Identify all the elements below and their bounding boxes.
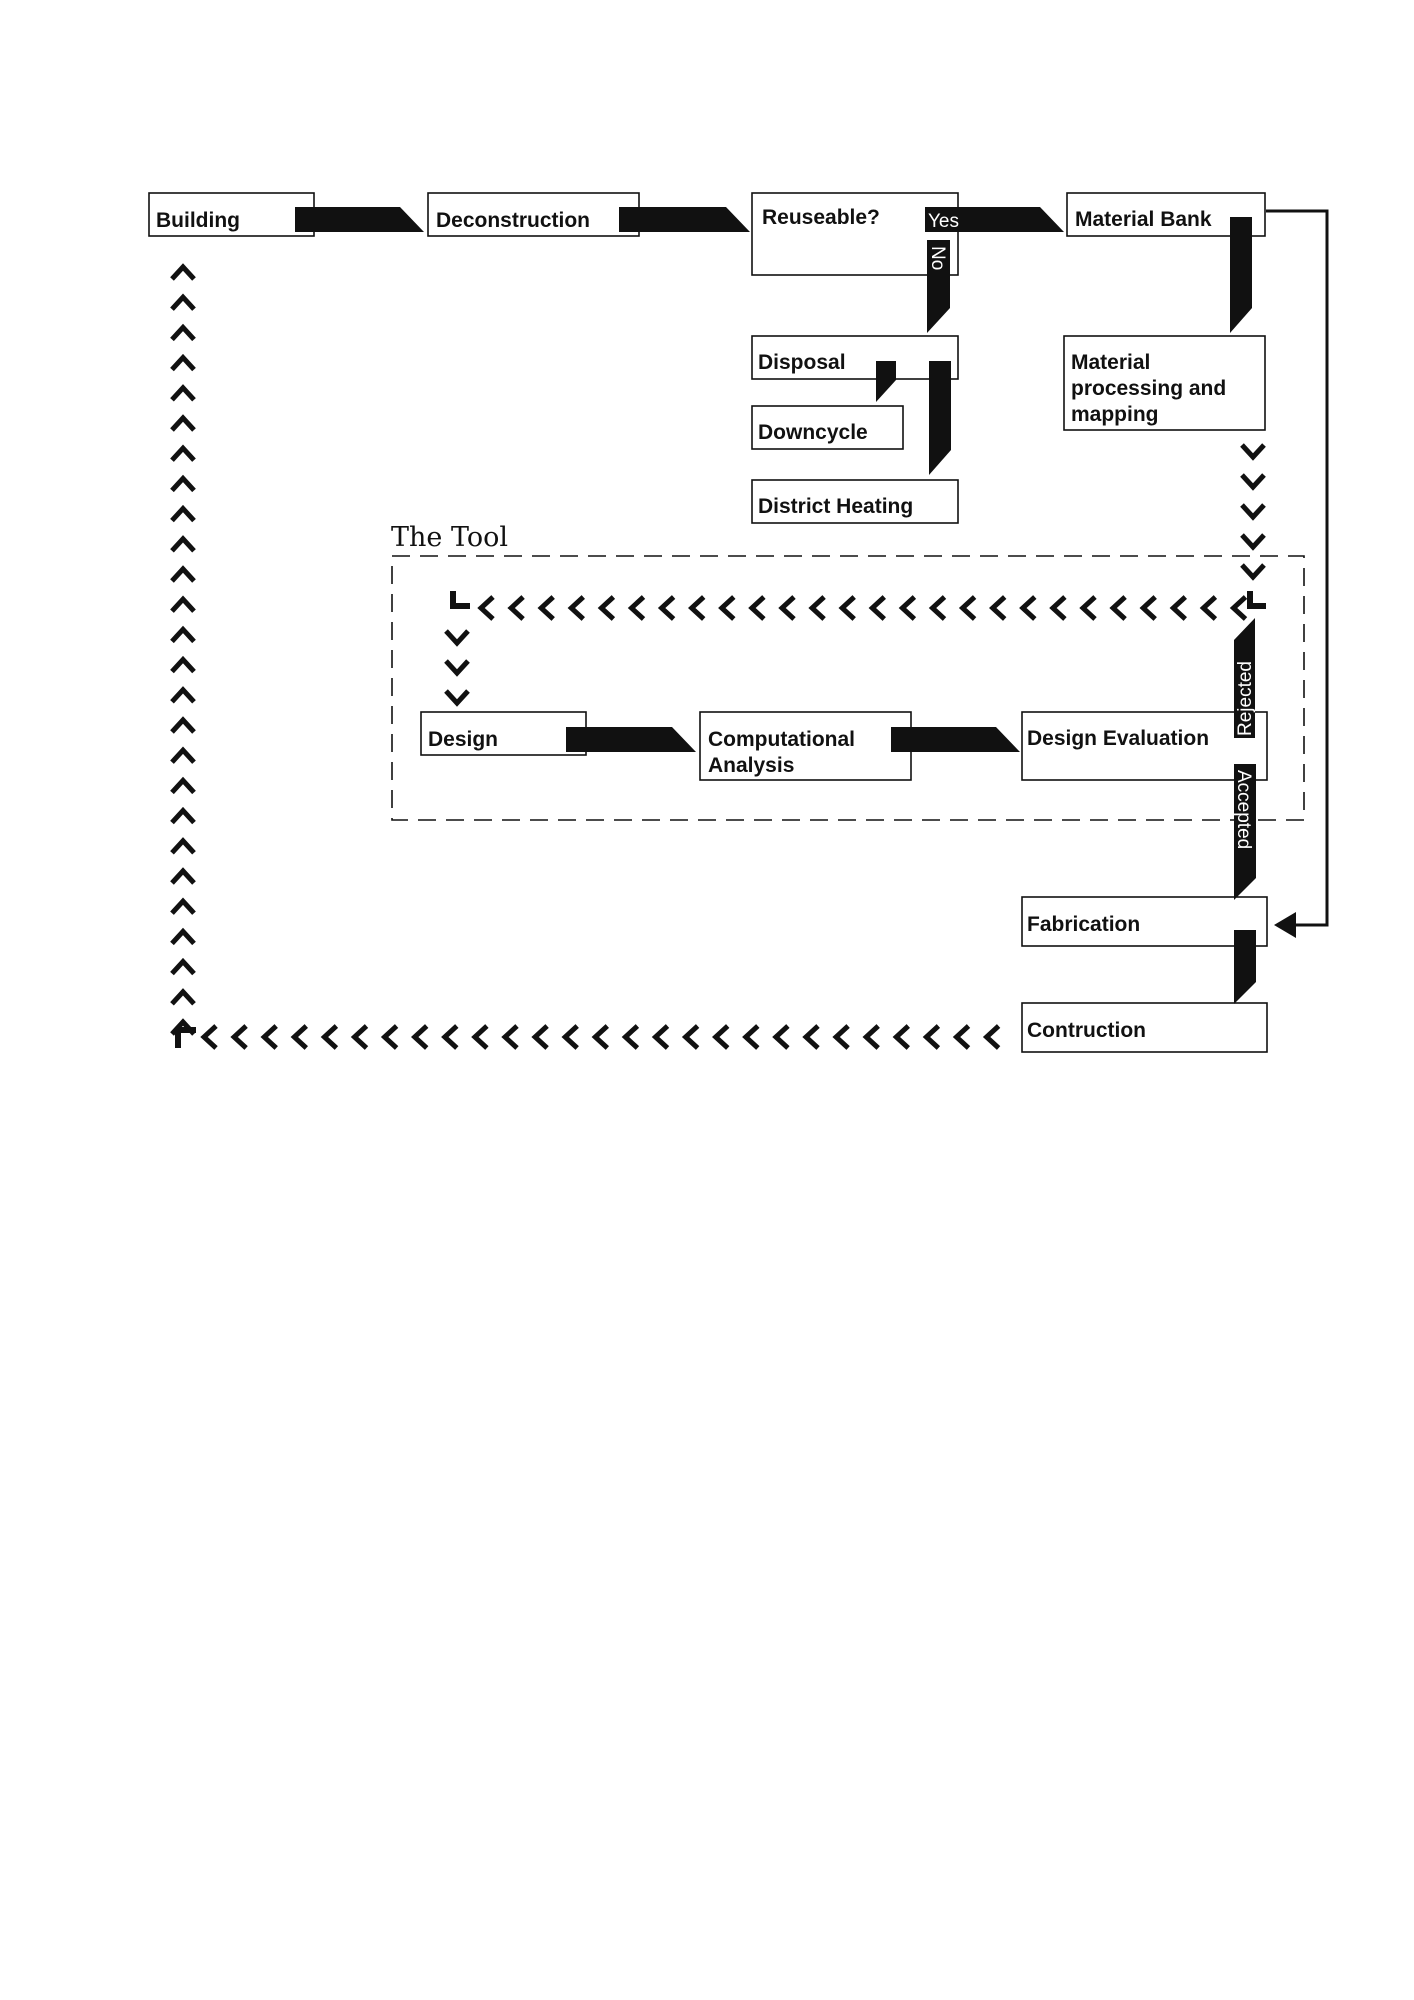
node-design <box>421 712 586 755</box>
up-chevron <box>172 690 194 702</box>
node-reuseable-label: Reuseable? <box>762 206 880 229</box>
node-disposal-label: Disposal <box>758 351 846 374</box>
left-chevron <box>385 1026 397 1048</box>
left-chevron <box>662 597 674 619</box>
left-chevron <box>812 597 824 619</box>
up-chevron <box>172 448 194 460</box>
processing-to-tool-chevron-trail <box>1242 445 1264 577</box>
left-chevron <box>505 1026 517 1048</box>
left-chevron <box>692 597 704 619</box>
contruction-return-chevron-trail <box>204 1026 999 1048</box>
left-chevron <box>601 597 613 619</box>
left-chevron <box>872 597 884 619</box>
up-chevron <box>172 629 194 641</box>
up-chevron <box>172 871 194 883</box>
down-chevron <box>1242 475 1264 487</box>
up-chevron <box>172 780 194 792</box>
left-chevron <box>625 1026 637 1048</box>
left-chevron <box>475 1026 487 1048</box>
design-to-computational-analysis-connector <box>566 727 696 752</box>
left-chevron <box>481 597 493 619</box>
node-fabrication-label: Fabrication <box>1027 913 1141 936</box>
up-chevron <box>172 297 194 309</box>
tool-to-design-chevron-trail <box>446 631 468 703</box>
left-chevron <box>1113 597 1125 619</box>
left-chevron <box>511 597 523 619</box>
down-chevron <box>1242 445 1264 457</box>
disposal-to-downcycle-connector <box>876 361 896 402</box>
up-chevron <box>172 509 194 521</box>
node-fabrication <box>1022 897 1267 946</box>
bottom-left-corner-bracket <box>178 1030 196 1048</box>
left-chevron <box>686 1026 698 1048</box>
left-chevron <box>324 1026 336 1048</box>
node-district-heating <box>752 480 958 523</box>
node-building <box>149 193 314 236</box>
left-chevron <box>535 1026 547 1048</box>
left-chevron <box>264 1026 276 1048</box>
node-contruction <box>1022 1003 1267 1052</box>
left-chevron <box>234 1026 246 1048</box>
left-chevron <box>957 1026 969 1048</box>
left-chevron <box>933 597 945 619</box>
up-chevron <box>172 841 194 853</box>
tool-title: The Tool <box>391 522 509 553</box>
node-computational-analysis-label-line-2: Analysis <box>708 754 795 777</box>
down-chevron <box>446 691 468 703</box>
left-chevron <box>716 1026 728 1048</box>
node-design-evaluation <box>1022 712 1267 780</box>
left-chevron <box>746 1026 758 1048</box>
node-deconstruction <box>428 193 639 236</box>
left-chevron <box>993 597 1005 619</box>
up-chevron <box>172 720 194 732</box>
up-chevron <box>172 750 194 762</box>
building-return-chevron-trail <box>172 267 194 1034</box>
left-chevron <box>782 597 794 619</box>
up-chevron <box>172 358 194 370</box>
left-chevron <box>632 597 644 619</box>
node-design-evaluation-label: Design Evaluation <box>1027 727 1210 750</box>
material-bank-to-fabrication-arrowhead <box>1274 912 1296 938</box>
tool-top-left-corner-bracket <box>453 591 470 606</box>
left-chevron <box>595 1026 607 1048</box>
left-chevron <box>1053 597 1065 619</box>
up-chevron <box>172 992 194 1004</box>
down-chevron <box>446 631 468 643</box>
tool-top-right-corner-bracket <box>1250 591 1266 606</box>
down-chevron <box>1242 535 1264 547</box>
left-chevron <box>656 1026 668 1048</box>
up-chevron <box>172 478 194 490</box>
up-chevron <box>172 962 194 974</box>
down-chevron <box>1242 505 1264 517</box>
left-chevron <box>963 597 975 619</box>
down-chevron <box>446 661 468 673</box>
left-chevron <box>722 597 734 619</box>
left-chevron <box>1173 597 1185 619</box>
left-chevron <box>896 1026 908 1048</box>
node-design-label: Design <box>428 728 499 751</box>
left-chevron <box>926 1026 938 1048</box>
left-chevron <box>355 1026 367 1048</box>
left-chevron <box>565 1026 577 1048</box>
material-bank-to-fabrication-line <box>1266 211 1327 925</box>
tool-loop-chevron-trail <box>481 597 1246 619</box>
node-deconstruction-label: Deconstruction <box>436 209 591 232</box>
up-chevron <box>172 418 194 430</box>
up-chevron <box>172 599 194 611</box>
material-bank-to-processing-connector <box>1230 217 1252 333</box>
up-chevron <box>172 388 194 400</box>
up-chevron <box>172 267 194 279</box>
down-chevron <box>1242 565 1264 577</box>
computational-analysis-to-design-evaluation-connector <box>891 727 1020 752</box>
left-chevron <box>445 1026 457 1048</box>
branch-rejected-label: Rejected <box>1235 661 1256 736</box>
left-chevron <box>1234 597 1246 619</box>
node-disposal <box>752 336 958 379</box>
left-chevron <box>902 597 914 619</box>
left-chevron <box>415 1026 427 1048</box>
node-contruction-label: Contruction <box>1027 1019 1146 1042</box>
building-to-deconstruction-connector <box>295 207 424 232</box>
left-chevron <box>776 1026 788 1048</box>
left-chevron <box>836 1026 848 1048</box>
node-material-processing-label-line-3: mapping <box>1071 403 1159 426</box>
node-district-heating-label: District Heating <box>758 495 914 518</box>
branch-no-label: No <box>927 246 948 271</box>
fabrication-to-contruction-connector <box>1234 930 1256 1004</box>
up-chevron <box>172 569 194 581</box>
up-chevron <box>172 811 194 823</box>
left-chevron <box>866 1026 878 1048</box>
left-chevron <box>752 597 764 619</box>
left-chevron <box>204 1026 216 1048</box>
left-chevron <box>541 597 553 619</box>
left-chevron <box>294 1026 306 1048</box>
left-chevron <box>1083 597 1095 619</box>
node-building-label: Building <box>156 209 240 232</box>
left-chevron <box>1143 597 1155 619</box>
node-material-processing <box>1064 336 1265 430</box>
left-chevron <box>1023 597 1035 619</box>
branch-yes-label: Yes <box>928 211 959 232</box>
left-chevron <box>806 1026 818 1048</box>
left-chevron <box>1203 597 1215 619</box>
up-chevron <box>172 660 194 672</box>
left-chevron <box>842 597 854 619</box>
node-material-processing-label-line-1: Material <box>1071 351 1151 374</box>
deconstruction-to-reuseable-connector <box>619 207 750 232</box>
node-material-bank-label: Material Bank <box>1075 208 1212 231</box>
disposal-to-district-heating-connector <box>929 361 951 475</box>
up-chevron <box>172 901 194 913</box>
node-material-processing-label-line-2: processing and <box>1071 377 1227 400</box>
up-chevron <box>172 327 194 339</box>
node-computational-analysis-label-line-1: Computational <box>708 728 855 751</box>
node-downcycle-label: Downcycle <box>758 421 868 444</box>
node-downcycle <box>752 406 903 449</box>
up-chevron <box>172 931 194 943</box>
up-chevron <box>172 539 194 551</box>
branch-accepted-label: Accepted <box>1233 770 1254 850</box>
left-chevron <box>987 1026 999 1048</box>
left-chevron <box>571 597 583 619</box>
node-computational-analysis <box>700 712 911 780</box>
